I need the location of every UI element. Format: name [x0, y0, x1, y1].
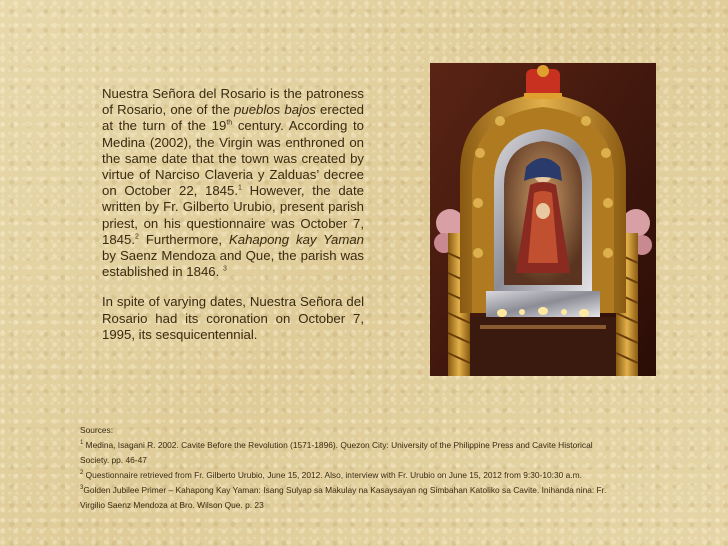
paragraph-1: [102, 86, 364, 280]
footnote-ref: 1: [238, 184, 242, 192]
source-number: 1: [80, 440, 84, 447]
text-run: Furthermore,: [138, 231, 229, 247]
source-text: Golden Jubilee Primer – Kahapong Kay Yaman: Isang Sulyap sa Makulay na Kasaysayan ng Simbahan Katoliko sa Cavite. Inihanda nina: Fr.: [83, 485, 607, 495]
footnote-ref: 2: [135, 233, 139, 241]
superscript: th: [226, 120, 233, 128]
source-text: Society. pp. 46-47: [80, 455, 147, 465]
source-item: [80, 483, 680, 498]
text-run: Nuestra Señora del Rosario is the patroness of Rosario, one of the: [102, 86, 364, 118]
footnote-ref: 3: [222, 265, 227, 273]
source-number: 2: [80, 470, 84, 477]
italic-title: Kahapong kay Yaman: [228, 231, 364, 247]
sources-heading: Sources:: [80, 425, 114, 435]
source-number: 3: [80, 485, 84, 492]
source-item: [80, 468, 680, 483]
italic-term: pueblos bajos: [234, 102, 316, 118]
text-run: by Saenz Mendoza and Que, the parish was established in 1846.: [102, 248, 364, 280]
text-run: century. According to Medina (2002), the Virgin was enthroned on the same date that the town was created by virtue of Narciso Claveria y Zalduas’ decree on October 22, 1845.: [102, 118, 364, 199]
text-run: erected at the turn of the 19: [102, 102, 364, 134]
body-text: [102, 86, 364, 357]
sources: [80, 423, 680, 513]
altar-photo-icon: [430, 63, 656, 376]
text-run: However, the date written by Fr. Gilberto Urubio, present parish priest, on his questionnaire was October 7, 1845.: [102, 183, 364, 247]
source-text: Questionnaire retrieved from Fr. Gilberto Urubio, June 15, 2012. Also, interview with Fr. Urubio on June 15, 2012 from 9:30-10:30 a.m.: [83, 470, 582, 480]
source-text: Medina, Isagani R. 2002. Cavite Before the Revolution (1571-1896). Quezon City: University of the Philippine Press and Cavite Historical: [83, 440, 593, 450]
source-text: Virgilio Saenz Mendoza at Bro. Wilson Que. p. 23: [80, 500, 264, 510]
source-item: [80, 498, 680, 513]
source-item: [80, 438, 680, 453]
source-item: [80, 453, 680, 468]
paragraph-2: In spite of varying dates, Nuestra Señora del Rosario had its coronation on October 7, 1995, its sesquicentennial.: [102, 294, 364, 342]
